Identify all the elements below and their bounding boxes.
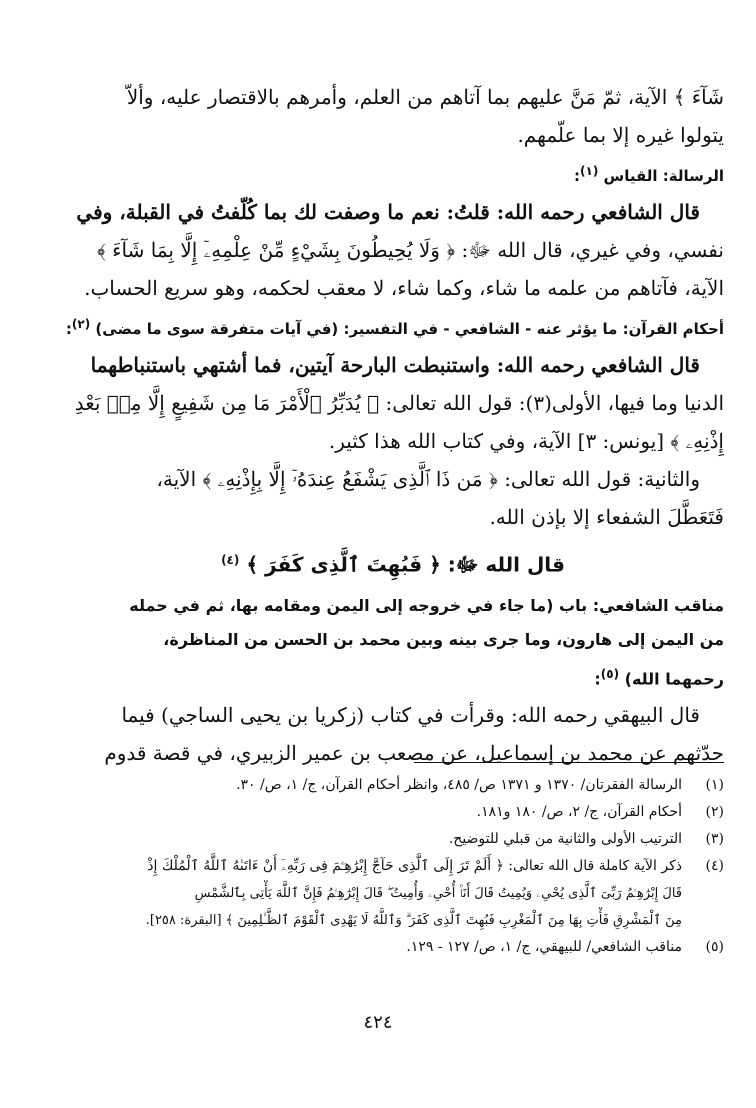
heading-colon: :	[65, 320, 72, 338]
footnote-divider	[414, 762, 724, 763]
footnotes	[40, 772, 724, 961]
section-heading-risala	[62, 154, 724, 193]
footnote-number: (٣)	[705, 831, 724, 847]
footnote-number: (٤)	[705, 858, 724, 874]
paragraph-line: يتولوا غيره إلا بما علّمهم.	[517, 123, 724, 147]
footnote-text: أحكام القرآن، ج/ ٢، ص/ ١٨٠ و١٨١.	[476, 804, 682, 820]
section-heading-manaqib: مناقب الشافعي: باب (ما جاء في خروجه إلى اليمن ومقامه بها، ثم في حمله	[129, 595, 724, 615]
section-heading-manaqib	[62, 657, 724, 696]
verse-heading	[62, 536, 724, 589]
footnote-text: مناقب الشافعي/ للبيهقي، ج/ ١، ص/ ١٢٧ - ١٢٩.	[406, 939, 682, 955]
verse-heading-text: قال الله ﷻ: ﴿ فَبُهِتَ ٱلَّذِى كَفَرَ ﴾	[246, 552, 565, 577]
heading-text: أحكام القرآن: ما يؤثر عنه - الشافعي - في التفسير: (في آيات متفرقة سوى ما مضى)	[95, 320, 724, 338]
paragraph-line: قال الشافعي رحمه الله: واستنبطت البارحة آيتين، فما أشتهي باستنباطهما	[90, 353, 700, 377]
heading-text: رحمهما الله)	[624, 668, 724, 688]
paragraph-line: شَآءَ ﴾ الآية، ثمّ مَنَّ عليهم بما آتاهم من العلم، وأمرهم بالاقتصار عليه، وألاّ	[126, 85, 724, 109]
paragraph-line: فَتَعَطَّلَ الشفعاء إلا بإذن الله.	[489, 505, 724, 529]
section-heading-manaqib: من اليمن إلى هارون، وما جرى بينه وبين محمد بن الحسن من المناظرة،	[163, 629, 724, 649]
page-number: ٤٢٤	[363, 1012, 393, 1033]
paragraph-line: الدنيا وما فيها، الأولى(٣): قول الله تعالى: ﴿ يُدَبِّرُ ٱلْأَمْرَ مَا مِن شَفِيعٍ إِلَّا مِنۢ بَعْدِ	[74, 391, 724, 415]
footnote-number: (٢)	[705, 804, 724, 820]
footnote	[40, 934, 724, 961]
footnote	[40, 799, 724, 826]
footnote-number: (٥)	[705, 939, 724, 955]
footnote-ref: (٢)	[71, 317, 91, 331]
paragraph-line: الآية، فآتاهم من علمه ما شاء، وكما شاء، لا معقب لحكمه، وهو سريع الحساب.	[84, 276, 724, 300]
paragraph-line: نفسي، وفي غيري، قال الله ﷻ: ﴿ وَلَا يُحِيطُونَ بِشَيْءٍ مِّنْ عِلْمِهِۦٓ إِلَّا بِمَا شَآءَ ﴾	[96, 238, 724, 262]
footnote	[40, 826, 724, 853]
section-heading-ahkam	[62, 307, 724, 346]
paragraph-line	[62, 193, 724, 231]
paragraph-line: قال البيهقي رحمه الله: وقرأت في كتاب (زكريا بن يحيى الساجي) فيما	[121, 702, 700, 727]
footnote-text: ذكر الآية كاملة قال الله تعالى: ﴿ أَلَمْ تَرَ إِلَى ٱلَّذِى حَآجَّ إِبْرَٰهِـۧمَ فِى رَبِّهِۦٓ أَنْ ءَاتَىٰهُ ٱللَّهُ ٱلْمُلْكَ إِذْ	[147, 858, 682, 874]
footnote	[40, 772, 724, 799]
footnote-continuation: قَالَ إِبْرَٰهِـۧمُ رَبِّىَ ٱلَّذِى يُحْىِۦ وَيُمِيتُ قَالَ أَنَا۠ أُحْىِۦ وَأُمِيتُ ۖ قَالَ إِبْرَٰهِـۧمُ فَإِنَّ ٱللَّهَ يَأْتِى بِٱلشَّمْسِ	[194, 886, 682, 901]
paragraph-text: قال الشافعي رحمه الله: قلتُ: نعم ما وصفت لك بما كُلّفتُ في القبلة، وفي	[76, 200, 700, 224]
footnote-text: الترتيب الأولى والثانية من قبلي للتوضيح.	[448, 831, 682, 847]
footnote-number: (١)	[705, 777, 724, 793]
heading-text: الرسالة: القياس	[603, 167, 724, 185]
footnote	[40, 853, 724, 880]
paragraph-line: حدّثهم عن محمد بن إسماعيل، عن مصعب بن عمير الزبيري، في قصة قدوم	[104, 740, 724, 765]
footnote-continuation: مِنَ ٱلْمَشْرِقِ فَأْتِ بِهَا مِنَ ٱلْمَغْرِبِ فَبُهِتَ ٱلَّذِى كَفَرَ ۗ وَٱللَّهُ لَا يَهْدِى ٱلْقَوْمَ ٱلظَّـٰلِمِينَ ﴾ [البقرة: ٢٥٨].	[145, 913, 682, 928]
footnote-ref: (٤)	[221, 553, 240, 567]
heading-colon: :	[594, 668, 601, 688]
paragraph-line: إِذْنِهِۦ ﴾ [يونس: ٣] الآية، وفي كتاب الله هذا كثير.	[328, 429, 724, 453]
main-text	[62, 78, 724, 772]
footnote-ref: (٥)	[600, 666, 620, 681]
paragraph-line: والثانية: قول الله تعالى: ﴿ مَن ذَا ٱلَّذِى يَشْفَعُ عِندَهُۥٓ إِلَّا بِإِذْنِهِۦ ﴾ الآية،	[156, 467, 700, 491]
heading-colon: :	[574, 167, 580, 185]
footnote-ref: (١)	[580, 164, 599, 178]
footnote-text: الرسالة الفقرتان/ ١٣٧٠ و ١٣٧١ ص/ ٤٨٥، وانظر أحكام القرآن، ج/ ١، ص/ ٣٠.	[236, 777, 682, 793]
